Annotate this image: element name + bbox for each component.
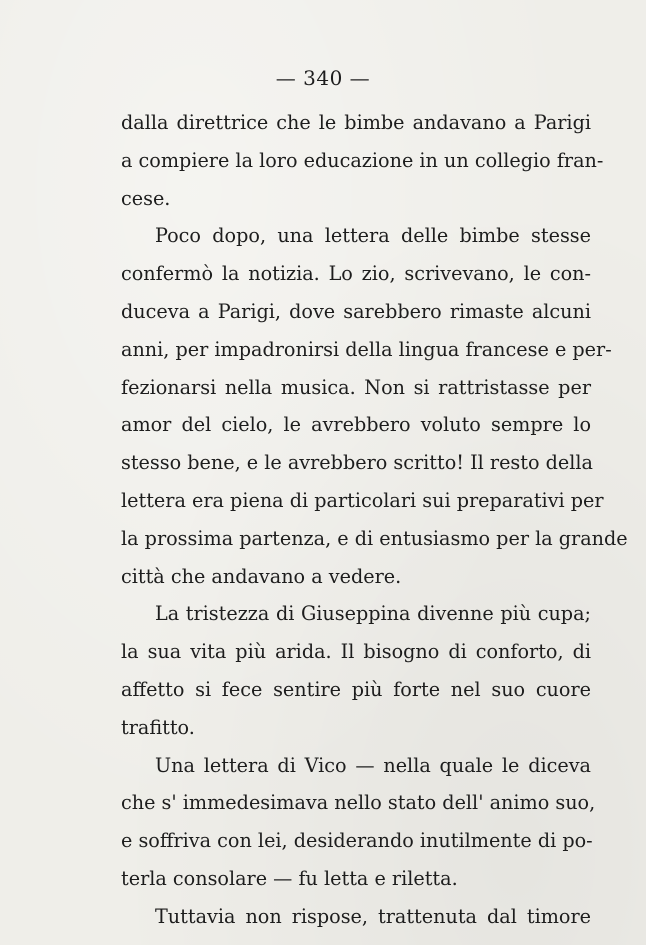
text-line: fezionarsi nella musica. Non si rattristasse per [121,375,591,399]
text-line: Poco dopo, una lettera delle bimbe stesse [155,224,591,248]
body-text [121,104,628,936]
text-line: la prossima partenza, e di entusiasmo per la grande [121,526,628,550]
text-line: La tristezza di Giuseppina divenne più cupa; [155,602,591,626]
page-number: — 340 — [275,66,371,90]
text-line: Tuttavia non rispose, trattenuta dal timore [155,904,591,928]
text-line: confermò la notizia. Lo zio, scrivevano, le con- [121,262,591,286]
text-line: cese. [121,186,171,210]
text-line: città che andavano a vedere. [121,564,402,588]
text-line: terla consolare — fu letta e riletta. [121,866,458,890]
text-line: dalla direttrice che le bimbe andavano a Parigi [121,111,591,134]
text-line: e soffriva con lei, desiderando inutilmente di po- [121,829,593,853]
text-line: affetto si fece sentire più forte nel suo cuore [121,677,591,701]
text-line: anni, per impadronirsi della lingua francese e per- [121,337,612,361]
text-line: stesso bene, e le avrebbero scritto! Il resto della [121,451,593,475]
text-line: la sua vita più arida. Il bisogno di conforto, di [121,640,591,664]
text-line: trafitto. [121,715,195,739]
text-line: lettera era piena di particolari sui preparativi per [121,488,604,512]
text-line: amor del cielo, le avrebbero voluto sempre lo [121,413,591,437]
text-line: a compiere la loro educazione in un collegio fran- [121,148,604,172]
text-line: duceva a Parigi, dove sarebbero rimaste alcuni [121,299,591,323]
text-line: Una lettera di Vico — nella quale le diceva [155,753,591,777]
text-line: che s' immedesimava nello stato dell' animo suo, [121,791,596,815]
